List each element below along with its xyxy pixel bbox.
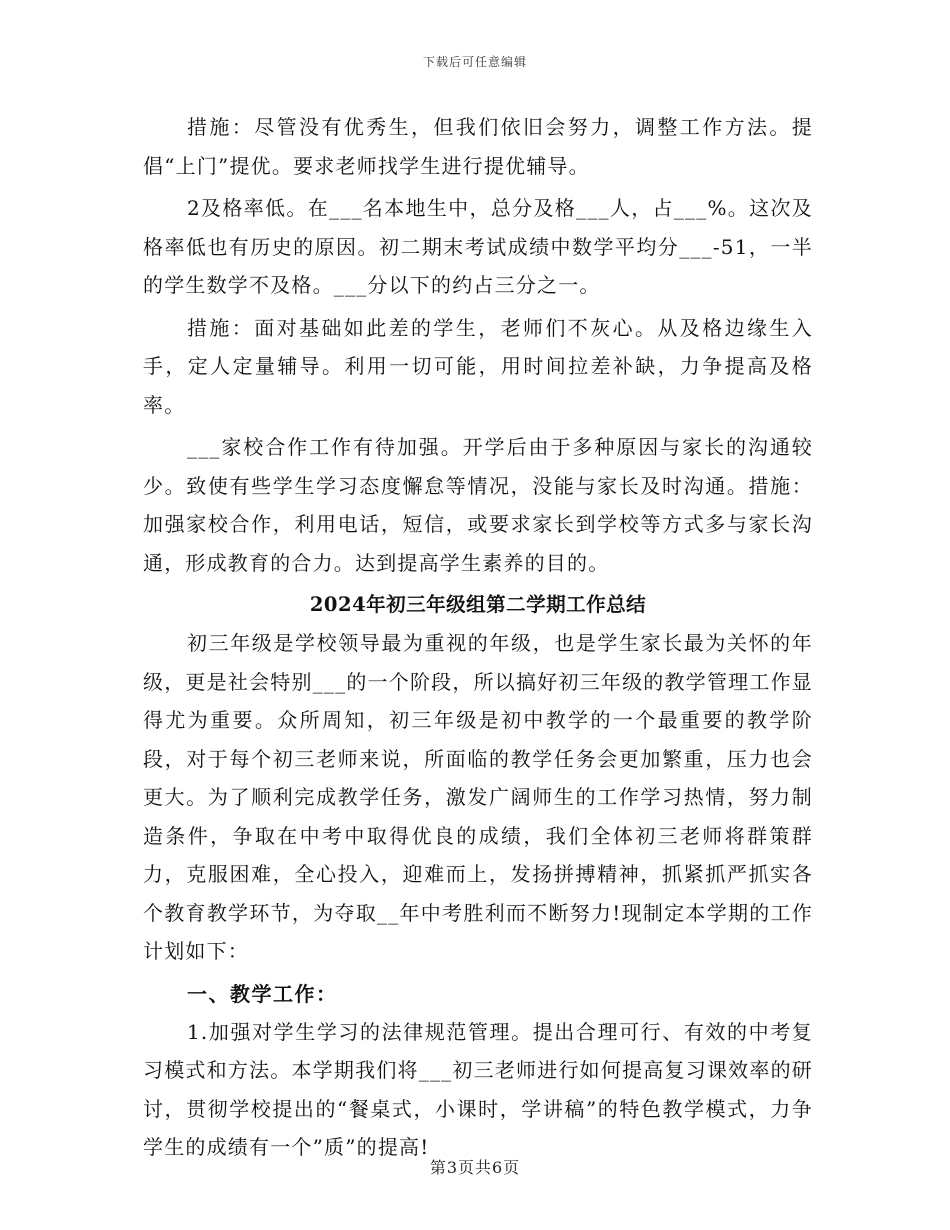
paragraph-measures-pass: 措施：面对基础如此差的学生，老师们不灰心。从及格边缘生入手，定人定量辅导。利用一切可能，用时间拉差补缺，力争提高及格率。 <box>143 315 813 417</box>
paragraph-home-school: ___家校合作工作有待加强。开学后由于多种原因与家长的沟通较少。致使有些学生学习态度懈怠等情况，没能与家长及时沟通。措施：加强家校合作，利用电话，短信，或要求家长到学校等方式多与家长沟通，形成教育的合力。达到提高学生素养的目的。 <box>143 435 813 575</box>
document-body <box>143 108 813 1167</box>
page-number: 第3页共6页 <box>429 1158 521 1177</box>
paragraph-intro: 初三年级是学校领导最为重视的年级，也是学生家长最为关怀的年级，更是社会特别___的一个阶段，所以搞好初三年级的教学管理工作显得尤为重要。众所周知，初三年级是初中教学的一个最重要的教学阶段，对于每个初三老师来说，所面临的教学任务会更加繁重，压力也会更大。为了顺利完成教学任务，激发广阔师生的工作学习热情，努力制造条件，争取在中考中取得优良的成绩，我们全体初三老师将群策群力，克服困难，全心投入，迎难而上，发扬拼搏精神，抓紧抓严抓实各个教育教学环节，为夺取__年中考胜利而不断努力!现制定本学期的工作计划如下： <box>143 631 813 963</box>
section-heading-teaching: 一、教学工作： <box>187 981 338 1006</box>
paragraph-measures-excellent: 措施：尽管没有优秀生，但我们依旧会努力，调整工作方法。提倡“上门”提优。要求老师找学生进行提优辅导。 <box>143 115 813 178</box>
header-note: 下载后可任意编辑 <box>422 55 527 69</box>
document-title: 2024年初三年级组第二学期工作总结 <box>309 593 647 616</box>
paragraph-item-1: 1.加强对学生学习的法律规范管理。提出合理可行、有效的中考复习模式和方法。本学期我们将___初三老师进行如何提高复习课效率的研讨，贯彻学校提出的“餐桌式，小课时，学讲稿”的特色教学模式，力争学生的成绩有一个”质”的提高! <box>143 1019 813 1159</box>
paragraph-pass-rate: 2及格率低。在___名本地生中，总分及格___人，占___%。这次及格率低也有历史的原因。初二期末考试成绩中数学平均分___-51，一半的学生数学不及格。___分以下的约占三分之一。 <box>143 196 813 297</box>
